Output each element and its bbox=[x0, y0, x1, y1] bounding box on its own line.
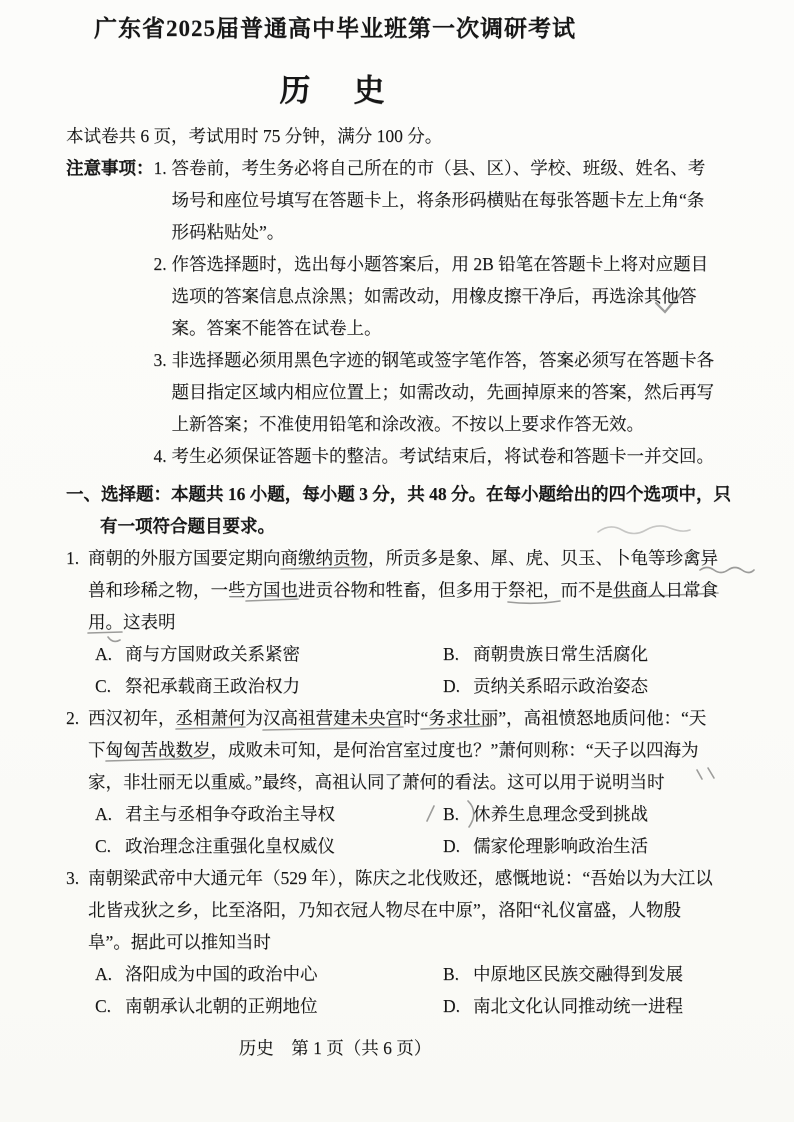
text-line: 场号和座位号填写在答题卡上，将条形码横贴在每张答题卡左上角“条 bbox=[171, 190, 705, 210]
stem-line: 家，非壮丽无以重威。”最终，高祖认同了萧何的看法。这可以用于说明当时 bbox=[88, 772, 665, 792]
option-a bbox=[95, 958, 443, 990]
notice-items bbox=[154, 152, 755, 472]
question-number: 2. bbox=[66, 708, 80, 728]
stem-line: 下匈匈苦战数岁，成败未可知，是何治宫室过度也？”萧何则称：“天子以四海为 bbox=[88, 740, 699, 760]
question-number: 1. bbox=[66, 548, 80, 568]
option-text: 南北文化认同推动统一进程 bbox=[473, 996, 683, 1016]
notice-item-number: 2. bbox=[153, 254, 167, 274]
option-label: A. bbox=[95, 964, 113, 984]
option-a bbox=[95, 798, 443, 830]
notice-item-number: 4. bbox=[153, 446, 167, 466]
option-d bbox=[443, 990, 754, 1022]
question-number: 3. bbox=[66, 868, 80, 888]
stem-line: 西汉初年，丞相萧何为汉高祖营建未央宫时“务求壮丽”，高祖愤怒地质问他：“天 bbox=[88, 708, 707, 728]
option-label: D. bbox=[443, 996, 461, 1016]
option-label: A. bbox=[95, 804, 113, 824]
option-text: 君主与丞相争夺政治主导权 bbox=[125, 804, 335, 824]
option-text: 祭祀承载商王政治权力 bbox=[125, 676, 300, 696]
question-2 bbox=[66, 702, 754, 862]
notice-item-number: 3. bbox=[153, 350, 167, 370]
text-line: 案。答案不能答在试卷上。 bbox=[171, 318, 382, 338]
notice-section bbox=[66, 152, 754, 472]
option-text: 政治理念注重强化皇权威仪 bbox=[125, 836, 335, 856]
option-label: B. bbox=[443, 644, 460, 664]
text-line: 形码粘贴处”。 bbox=[171, 222, 285, 242]
option-text: 休养生息理念受到挑战 bbox=[473, 804, 648, 824]
option-label: B. bbox=[443, 964, 460, 984]
section-heading bbox=[66, 478, 754, 542]
option-b bbox=[443, 958, 754, 990]
notice-item-3 bbox=[154, 344, 755, 440]
page-footer: 历史 第 1 页（共 6 页） bbox=[238, 1038, 432, 1058]
option-d bbox=[443, 830, 754, 862]
option-a bbox=[95, 638, 443, 670]
notice-item-body bbox=[172, 152, 755, 248]
text-line: 作答选择题时，选出每小题答案后，用 2B 铅笔在答题卡上将对应题目 bbox=[171, 254, 709, 274]
options-grid bbox=[88, 798, 754, 862]
text-line: 选项的答案信息点涂黑；如需改动，用橡皮擦干净后，再选涂其他答 bbox=[171, 286, 697, 306]
notice-item-body bbox=[172, 248, 755, 344]
question-body bbox=[88, 862, 754, 1022]
section-heading-line-1: 一、选择题：本题共 16 小题，每小题 3 分，共 48 分。在每小题给出的四个选项中，只 bbox=[66, 484, 731, 504]
notice-item-body bbox=[172, 440, 755, 472]
question-3 bbox=[66, 862, 754, 1022]
option-text: 南朝承认北朝的正朔地位 bbox=[125, 996, 318, 1016]
question-body bbox=[88, 542, 754, 702]
option-label: C. bbox=[95, 996, 112, 1016]
notice-item-body bbox=[172, 344, 755, 440]
option-text: 洛阳成为中国的政治中心 bbox=[125, 964, 318, 984]
text-line: 题目指定区域内相应位置上；如需改动，先画掉原来的答案，然后再写 bbox=[171, 382, 714, 402]
option-label: C. bbox=[95, 836, 112, 856]
text-line: 上新答案；不准使用铅笔和涂改液。不按以上要求作答无效。 bbox=[171, 414, 644, 434]
options-grid bbox=[88, 958, 754, 1022]
option-label: B. bbox=[443, 804, 460, 824]
option-b bbox=[443, 638, 754, 670]
stem-line: 商朝的外服方国要定期向商缴纳贡物，所贡多是象、犀、虎、贝玉、卜龟等珍禽异 bbox=[88, 548, 718, 568]
section-heading-line-2: 有一项符合题目要求。 bbox=[100, 516, 275, 536]
option-c bbox=[95, 830, 443, 862]
text-line: 答卷前，考生务必将自己所在的市（县、区）、学校、班级、姓名、考 bbox=[171, 158, 706, 178]
text-line: 考生必须保证答题卡的整洁。考试结束后，将试卷和答题卡一并交回。 bbox=[171, 446, 714, 466]
stem-line: 兽和珍稀之物，一些方国也进贡谷物和牲畜，但多用于祭祀，而不是供商人日常食 bbox=[88, 580, 718, 600]
option-text: 中原地区民族交融得到发展 bbox=[473, 964, 683, 984]
stem-line: 南朝梁武帝中大通元年（529 年），陈庆之北伐败还，感慨地说：“吾始以为大江以 bbox=[88, 868, 713, 888]
option-c bbox=[95, 990, 443, 1022]
option-label: D. bbox=[443, 676, 461, 696]
option-b bbox=[443, 798, 754, 830]
subject-title: 历 史 bbox=[279, 73, 391, 108]
notice-label: 注意事项： bbox=[66, 158, 154, 178]
notice-item-number: 1. bbox=[153, 158, 167, 178]
notice-item-2 bbox=[154, 248, 755, 344]
option-label: C. bbox=[95, 676, 112, 696]
question-1 bbox=[66, 542, 754, 702]
options-grid bbox=[88, 638, 754, 702]
stem-line: 用。这表明 bbox=[88, 612, 176, 632]
paper-info: 本试卷共 6 页，考试用时 75 分钟，满分 100 分。 bbox=[66, 126, 443, 146]
notice-item-1 bbox=[154, 152, 755, 248]
notice-item-4 bbox=[154, 440, 755, 472]
option-text: 儒家伦理影响政治生活 bbox=[473, 836, 648, 856]
option-text: 商与方国财政关系紧密 bbox=[125, 644, 300, 664]
exam-title: 广东省2025届普通高中毕业班第一次调研考试 bbox=[94, 16, 576, 41]
stem-line: 阜”。据此可以推知当时 bbox=[88, 932, 271, 952]
stem-line: 北皆戎狄之乡，比至洛阳，乃知衣冠人物尽在中原”，洛阳“礼仪富盛，人物殷 bbox=[88, 900, 682, 920]
option-text: 商朝贵族日常生活腐化 bbox=[473, 644, 648, 664]
page-content bbox=[0, 14, 794, 1064]
text-line: 非选择题必须用黑色字迹的钢笔或签字笔作答，答案必须写在答题卡各 bbox=[171, 350, 714, 370]
option-label: A. bbox=[95, 644, 113, 664]
option-text: 贡纳关系昭示政治姿态 bbox=[473, 676, 648, 696]
option-label: D. bbox=[443, 836, 461, 856]
question-body bbox=[88, 702, 754, 862]
option-d bbox=[443, 670, 754, 702]
option-c bbox=[95, 670, 443, 702]
